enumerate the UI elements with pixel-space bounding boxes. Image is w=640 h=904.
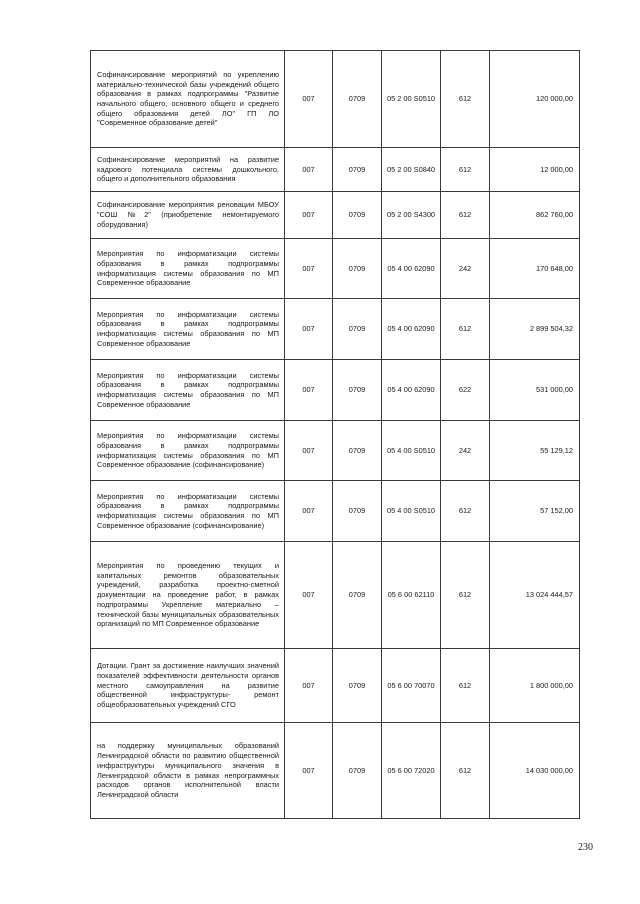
table-row (91, 51, 580, 148)
expense-type-code: 612 (441, 481, 490, 542)
row-description: на поддержку муниципальных образований Ленинградской области по развитию общественной инфраструктуры муниципального значения в Ленинградской области в рамках непрограммных расходов органов исполнительной власти Ленинградской области (91, 723, 285, 819)
amount: 55 129,12 (490, 421, 580, 481)
expense-type-code: 612 (441, 51, 490, 148)
expense-type-code: 612 (441, 299, 490, 360)
ministry-code: 007 (285, 360, 333, 421)
amount: 862 760,00 (490, 192, 580, 239)
row-description: Мероприятия по информатизации системы образования в рамках подпрограммы информатизация системы образования по МП Современное образование (91, 299, 285, 360)
section-code: 0709 (333, 723, 382, 819)
amount: 120 000,00 (490, 51, 580, 148)
section-code: 0709 (333, 542, 382, 649)
row-description: Мероприятия по информатизации системы образования в рамках подпрограммы информатизация системы образования по МП Современное образование (софинансирование) (91, 481, 285, 542)
table-row (91, 192, 580, 239)
section-code: 0709 (333, 481, 382, 542)
ministry-code: 007 (285, 421, 333, 481)
expense-type-code: 612 (441, 723, 490, 819)
amount: 12 000,00 (490, 148, 580, 192)
ministry-code: 007 (285, 299, 333, 360)
expense-type-code: 242 (441, 421, 490, 481)
ministry-code: 007 (285, 481, 333, 542)
ministry-code: 007 (285, 51, 333, 148)
section-code: 0709 (333, 649, 382, 723)
table-row (91, 148, 580, 192)
amount: 1 800 000,00 (490, 649, 580, 723)
section-code: 0709 (333, 239, 382, 299)
target-article-code: 05 2 00 S0510 (382, 51, 441, 148)
table-row (91, 649, 580, 723)
amount: 2 899 504,32 (490, 299, 580, 360)
row-description: Мероприятия по информатизации системы образования в рамках подпрограммы информатизация системы образования по МП Современное образование (софинансирование) (91, 421, 285, 481)
amount: 531 000,00 (490, 360, 580, 421)
table-row (91, 360, 580, 421)
amount: 170 648,00 (490, 239, 580, 299)
ministry-code: 007 (285, 192, 333, 239)
row-description: Мероприятия по информатизации системы образования в рамках подпрограммы информатизация системы образования по МП Современное образование (91, 239, 285, 299)
target-article-code: 05 4 00 62090 (382, 360, 441, 421)
section-code: 0709 (333, 299, 382, 360)
row-description: Мероприятия по информатизации системы образования в рамках подпрограммы информатизация системы образования по МП Современное образование (91, 360, 285, 421)
section-code: 0709 (333, 192, 382, 239)
section-code: 0709 (333, 148, 382, 192)
expense-type-code: 612 (441, 542, 490, 649)
row-description: Софинансирование мероприятий на развитие кадрового потенциала системы дошкольного, общего и дополнительного образования (91, 148, 285, 192)
section-code: 0709 (333, 360, 382, 421)
ministry-code: 007 (285, 649, 333, 723)
target-article-code: 05 4 00 62090 (382, 299, 441, 360)
table-row (91, 239, 580, 299)
expense-type-code: 612 (441, 649, 490, 723)
expense-type-code: 612 (441, 148, 490, 192)
table-row (91, 723, 580, 819)
amount: 13 024 444,57 (490, 542, 580, 649)
page-number: 230 (578, 842, 593, 853)
expense-type-code: 612 (441, 192, 490, 239)
target-article-code: 05 4 00 S0510 (382, 421, 441, 481)
table-row (91, 542, 580, 649)
expense-type-code: 242 (441, 239, 490, 299)
ministry-code: 007 (285, 542, 333, 649)
ministry-code: 007 (285, 723, 333, 819)
row-description: Софинансирование мероприятия реновации МБОУ "СОШ №2" (приобретение немонтируемого оборудования) (91, 192, 285, 239)
amount: 14 030 000,00 (490, 723, 580, 819)
table-row (91, 481, 580, 542)
target-article-code: 05 6 00 62110 (382, 542, 441, 649)
target-article-code: 05 6 00 72020 (382, 723, 441, 819)
section-code: 0709 (333, 51, 382, 148)
budget-table (90, 50, 580, 819)
target-article-code: 05 2 00 S4300 (382, 192, 441, 239)
target-article-code: 05 4 00 62090 (382, 239, 441, 299)
target-article-code: 05 4 00 S0510 (382, 481, 441, 542)
row-description: Дотации. Грант за достижение наилучших значений показателей эффективности деятельности органов местного самоуправления на развитие общественной инфраструктуры- ремонт общеобразовательных учреждений СГО (91, 649, 285, 723)
ministry-code: 007 (285, 239, 333, 299)
table-row (91, 421, 580, 481)
target-article-code: 05 6 00 70070 (382, 649, 441, 723)
amount: 57 152,00 (490, 481, 580, 542)
row-description: Софинансирование мероприятий по укреплению материально-технической базы учреждений общего образования в рамках подпрограммы "Развитие начального общего, основного общего и среднего общего образования детей ЛО" ГП ЛО "Современное образование детей" (91, 51, 285, 148)
expense-type-code: 622 (441, 360, 490, 421)
table-row (91, 299, 580, 360)
target-article-code: 05 2 00 S0840 (382, 148, 441, 192)
ministry-code: 007 (285, 148, 333, 192)
section-code: 0709 (333, 421, 382, 481)
row-description: Мероприятия по проведению текущих и капитальных ремонтов образовательных учреждений, разработка проектно-сметной документации на проведение работ, в рамках подпрограммы Укрепление материально – технической базы муниципальных образовательных организаций по МП Современное образование (91, 542, 285, 649)
